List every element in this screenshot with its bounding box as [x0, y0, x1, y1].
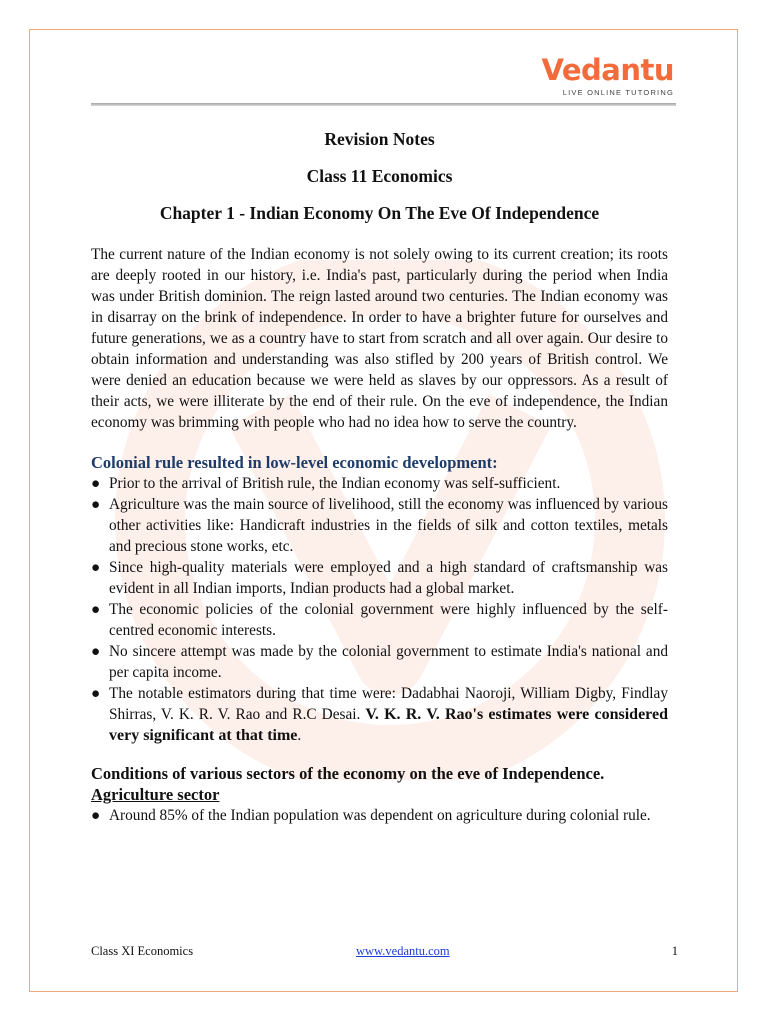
bullet-icon: ● [91, 559, 101, 576]
list-item: ● The notable estimators during that time were: Dadabhai Naoroji, William Digby, Findlay Shirras, V. K. R. V. Rao and R.C Desai. V. K. R. V. Rao's estimates were considered very significant at that time. [91, 685, 668, 744]
section-colonial-rule-heading: Colonial rule resulted in low-level economic development: [91, 453, 498, 472]
bullet-icon: ● [91, 807, 101, 824]
title-class: Class 11 Economics [306, 166, 453, 186]
bullet-icon: ● [91, 475, 101, 492]
intro-paragraph: The current nature of the Indian economy is not solely owing to its current creation; its roots are deeply rooted in our history, i.e. India's past, particularly during the period when India was under British dominion. The reign lasted around two centuries. The Indian economy was in disarray on the brink of independence. In order to have a brighter future for ourselves and future generations, we as a country have to start from scratch and all over again. Our desire to obtain information and understanding was also stifled by 200 years of British control. We were denied an education because we were held as slaves by our oppressors. As a result of their acts, we were illiterate by the end of their rule. On the eve of independence, the Indian economy was brimming with people who had no idea how to serve the country. [91, 246, 668, 431]
subheading-agriculture: Agriculture sector [91, 785, 220, 804]
list-item: ● Since high-quality materials were employed and a high standard of craftsmanship was evident in all Indian imports, Indian products had a global market. [91, 559, 668, 597]
list-item: ● Agriculture was the main source of livelihood, still the economy was influenced by various other activities like: Handicraft industries in the fields of silk and cotton textiles, metals and precious stone works, etc. [91, 496, 668, 555]
header-divider [91, 103, 676, 106]
title-revision-notes: Revision Notes [324, 129, 435, 149]
bullet-icon: ● [91, 601, 101, 618]
list-item: ● No sincere attempt was made by the colonial government to estimate India's national and per capita income. [91, 643, 668, 681]
bullet-icon: ● [91, 496, 101, 513]
bullet-icon: ● [91, 643, 101, 660]
emphasis-text: V. K. R. V. Rao's estimates were considered very significant at that time [109, 706, 668, 744]
list-item: ● The economic policies of the colonial government were highly influenced by the self-centred economic interests. [91, 601, 668, 639]
brand-tagline: LIVE ONLINE TUTORING [562, 88, 674, 97]
bullet-icon: ● [91, 685, 101, 702]
agriculture-list [91, 805, 668, 826]
footer-course: Class XI Economics [91, 944, 194, 958]
page-number: 1 [671, 944, 678, 958]
section-conditions-heading: Conditions of various sectors of the economy on the eve of Independence. [91, 764, 605, 783]
brand-name: Vedantu [541, 53, 674, 87]
list-item: ● Prior to the arrival of British rule, the Indian economy was self-sufficient. [91, 475, 561, 492]
title-chapter: Chapter 1 - Indian Economy On The Eve Of Independence [159, 203, 600, 223]
footer-website-link[interactable]: www.vedantu.com [356, 944, 450, 958]
colonial-rule-list [91, 473, 668, 746]
list-item: ● Around 85% of the Indian population was dependent on agriculture during colonial rule. [91, 807, 651, 824]
brand-logo[interactable] [541, 53, 674, 97]
document-body [91, 124, 668, 843]
